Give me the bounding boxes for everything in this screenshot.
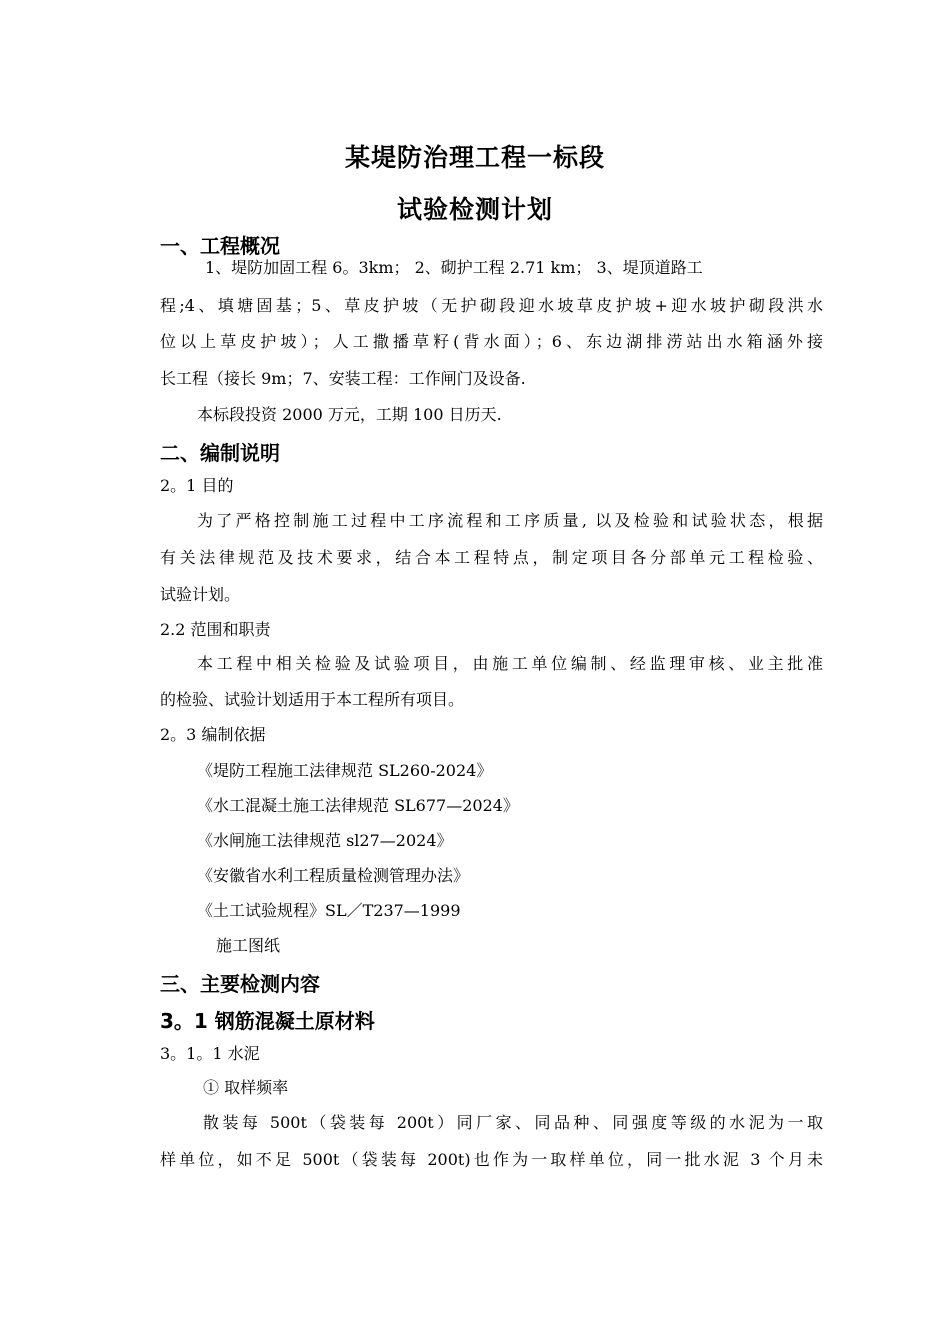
section2-sub1-title: 2。1 目的 bbox=[160, 476, 234, 495]
section1-para1-line2: 程;4、填塘固基；5、草皮护坡（无护砌段迎水坡草皮护坡+迎水坡护砌段洪水 bbox=[160, 296, 823, 315]
section2-sub1-line3: 试验计划。 bbox=[160, 585, 241, 604]
section2-sub2-title: 2.2 范围和职责 bbox=[160, 620, 271, 639]
section1-para1-line3: 位以上草皮护坡）；人工撒播草籽(背水面）；6、东边湖排涝站出水箱涵外接 bbox=[160, 332, 823, 351]
section2-sub3-title: 2。3 编制依据 bbox=[160, 725, 266, 744]
section1-heading: 一、工程概况 bbox=[160, 234, 280, 258]
section3-item1-line2: 样单位，如不足 500t（袋装每 200t)也作为一取样单位，同一批水泥 3 个月未 bbox=[160, 1150, 823, 1169]
section1-para2: 本标段投资 2000 万元，工期 100 日历天. bbox=[197, 405, 502, 424]
section1-para1-line4: 长工程（接长 9m；7、安装工程：工作闸门及设备. bbox=[160, 369, 526, 388]
reference-item: 《土工试验规程》SL／T237—1999 bbox=[197, 901, 461, 920]
section3-sub1-heading: 3。1 钢筋混凝土原材料 bbox=[160, 1009, 375, 1033]
section2-sub2-line1: 本工程中相关检验及试验项目，由施工单位编制、经监理审核、业主批准 bbox=[197, 654, 823, 673]
section3-heading: 三、主要检测内容 bbox=[160, 972, 320, 996]
section2-heading: 二、编制说明 bbox=[160, 441, 280, 465]
reference-item: 《水工混凝土施工法律规范 SL677—2024》 bbox=[197, 796, 519, 815]
section2-sub1-line1: 为了严格控制施工过程中工序流程和工序质量, 以及检验和试验状态，根据 bbox=[197, 511, 823, 530]
section2-sub1-line2: 有关法律规范及技术要求，结合本工程特点，制定项目各分部单元工程检验、 bbox=[160, 548, 823, 567]
document-subtitle: 试验检测计划 bbox=[396, 195, 553, 224]
reference-item: 《堤防工程施工法律规范 SL260-2024》 bbox=[197, 761, 493, 780]
section3-item1-line1: 散装每 500t（袋装每 200t）同厂家、同品种、同强度等级的水泥为一取 bbox=[203, 1113, 823, 1132]
section1-para1-line1: 1、堤防加固工程 6。3km； 2、砌护工程 2.71 km； 3、堤顶道路工 bbox=[205, 258, 703, 277]
reference-drawings: 施工图纸 bbox=[216, 936, 281, 955]
section3-item1-title: 3。1。1 水泥 bbox=[160, 1044, 260, 1063]
reference-item: 《水闸施工法律规范 sl27—2024》 bbox=[197, 831, 453, 850]
document-title: 某堤防治理工程一标段 bbox=[344, 143, 605, 172]
section3-item1-point: ① 取样频率 bbox=[203, 1078, 289, 1097]
reference-item: 《安徽省水利工程质量检测管理办法》 bbox=[197, 866, 470, 885]
section2-sub2-line2: 的检验、试验计划适用于本工程所有项目。 bbox=[160, 690, 465, 709]
